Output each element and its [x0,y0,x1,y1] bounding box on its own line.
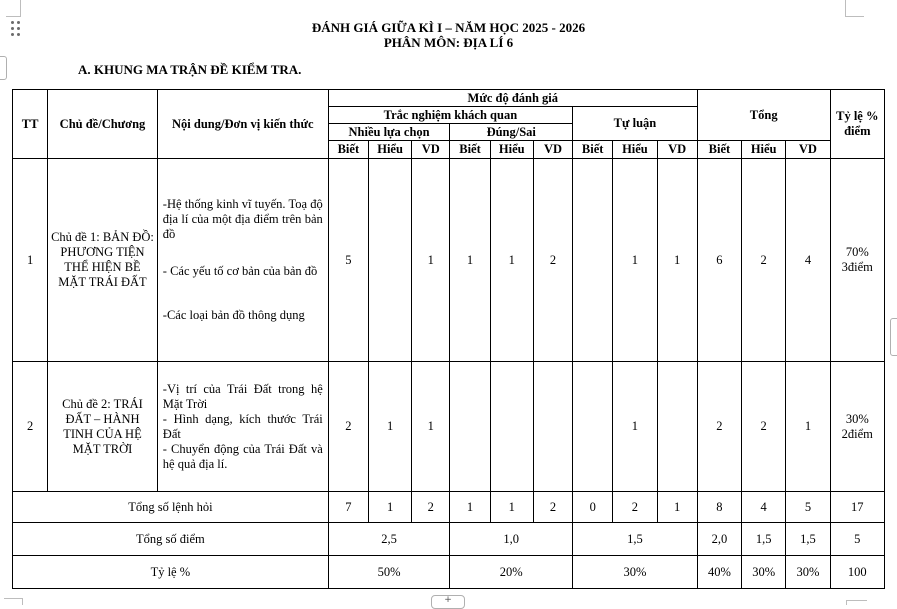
table-cell: 4 [742,492,786,523]
row-tt: 2 [13,362,48,492]
level-header: VD [533,141,572,159]
table-cell: 1 [613,362,657,492]
table-cell [490,362,533,492]
right-margin-tab[interactable] [890,318,897,356]
content-line: - Chuyển động của Trái Đất và hệ quả địa lí. [162,441,323,471]
row-content [157,362,328,492]
table-cell: 2 [533,492,572,523]
total-points-row [13,523,885,556]
row-pct: 30% [845,411,869,426]
table-cell [657,362,697,492]
page-corner-mark-top-left [6,0,21,17]
row-content [157,159,328,362]
table-cell [450,362,490,492]
total-questions-row [13,492,885,523]
level-header: Biết [697,141,741,159]
header-noi-dung: Nội dung/Đơn vị kiến thức [157,90,328,159]
table-cell: 2 [613,492,657,523]
percent-row [13,556,885,589]
table-row [13,362,885,492]
level-header: Hiểu [490,141,533,159]
matrix-table [12,89,885,589]
add-row-button[interactable]: + [431,595,465,609]
level-header: VD [412,141,450,159]
table-cell: 2 [697,362,741,492]
row-chu-de: Chủ đề 2: TRÁI ĐẤT – HÀNH TINH CỦA HỆ MẶT TRỜI [48,362,158,492]
table-cell: 1 [657,492,697,523]
row-ty-le [830,362,884,492]
level-header: Biết [450,141,490,159]
table-cell: 4 [786,159,830,362]
table-cell [533,362,572,492]
content-line: -Vị trí của Trái Đất trong hệ Mặt Trời [162,381,323,411]
table-cell: 1,5 [786,523,830,556]
page-corner-mark-bottom-right [846,600,867,605]
row-tt: 1 [13,159,48,362]
table-cell: 1 [490,492,533,523]
table-cell: 1,0 [450,523,573,556]
table-cell: 20% [450,556,573,589]
header-chu-de: Chủ đề/Chương [48,90,158,159]
table-cell: 1,5 [573,523,698,556]
row-points: 2điểm [841,426,873,441]
table-cell: 1 [368,362,411,492]
table-cell: 7 [328,492,368,523]
table-cell: 17 [830,492,884,523]
total-points-label: Tổng số điểm [13,523,329,556]
table-cell: 2 [328,362,368,492]
row-pct: 70% [845,245,869,259]
table-cell: 1,5 [742,523,786,556]
table-cell: 6 [697,159,741,362]
header-dung-sai: Đúng/Sai [450,124,573,141]
percent-label: Tỷ lệ % [13,556,329,589]
level-header: Hiểu [742,141,786,159]
table-cell: 2 [533,159,572,362]
content-line: -Hệ thống kinh vĩ tuyến. Toạ độ địa lí của một địa điểm trên bản đồ [162,197,323,241]
table-cell: 1 [786,362,830,492]
content-line: - Các yếu tố cơ bản của bản đồ [162,264,318,278]
table-cell: 1 [412,159,450,362]
table-cell: 30% [742,556,786,589]
table-cell: 2 [412,492,450,523]
table-cell: 1 [450,159,490,362]
row-ty-le [830,159,884,362]
document-title: ĐÁNH GIÁ GIỮA KÌ I – NĂM HỌC 2025 - 2026 [311,20,586,35]
total-questions-label: Tổng số lệnh hỏi [13,492,329,523]
table-cell: 5 [786,492,830,523]
level-header: Biết [573,141,613,159]
level-header: VD [657,141,697,159]
table-cell: 1 [368,492,411,523]
table-cell: 2 [742,362,786,492]
header-tt: TT [13,90,48,159]
level-header: VD [786,141,830,159]
content-line: - Hình dạng, kích thước Trái Đất [162,411,323,441]
left-margin-tab[interactable] [0,56,7,80]
table-cell: 1 [657,159,697,362]
row-points: 3điểm [841,260,873,274]
level-header: Biết [328,141,368,159]
table-cell [368,159,411,362]
table-cell: 0 [573,492,613,523]
row-chu-de: Chủ đề 1: BẢN ĐỒ: PHƯƠNG TIỆN THỂ HIỆN BỀ MẶT TRÁI ĐẤT [48,159,158,362]
table-cell: 5 [830,523,884,556]
table-cell: 30% [786,556,830,589]
table-cell: 1 [613,159,657,362]
header-nhieu-lua-chon: Nhiều lựa chọn [328,124,450,141]
table-cell [573,159,613,362]
header-tong: Tổng [697,90,830,141]
table-cell: 2,5 [328,523,450,556]
table-cell: 40% [697,556,741,589]
table-cell: 1 [490,159,533,362]
level-header: Hiểu [368,141,411,159]
table-cell [573,362,613,492]
table-cell: 1 [412,362,450,492]
header-tu-luan: Tự luận [573,107,698,141]
header-tnkq: Trắc nghiệm khách quan [328,107,572,124]
header-muc-do: Mức độ đánh giá [328,90,697,107]
table-cell: 30% [573,556,698,589]
table-cell: 8 [697,492,741,523]
content-line: -Các loại bản đồ thông dụng [162,308,305,322]
table-cell: 100 [830,556,884,589]
table-cell: 5 [328,159,368,362]
table-cell: 2 [742,159,786,362]
section-heading: A. KHUNG MA TRẬN ĐỀ KIỂM TRA. [78,62,302,77]
header-ty-le: Tỷ lệ % điểm [830,90,884,159]
table-cell: 50% [328,556,450,589]
page-corner-mark-top-right [845,0,864,17]
level-header: Hiểu [613,141,657,159]
document-subtitle: PHÂN MÔN: ĐỊA LÍ 6 [383,35,514,50]
table-cell: 1 [450,492,490,523]
table-cell: 2,0 [697,523,741,556]
table-row [13,159,885,362]
